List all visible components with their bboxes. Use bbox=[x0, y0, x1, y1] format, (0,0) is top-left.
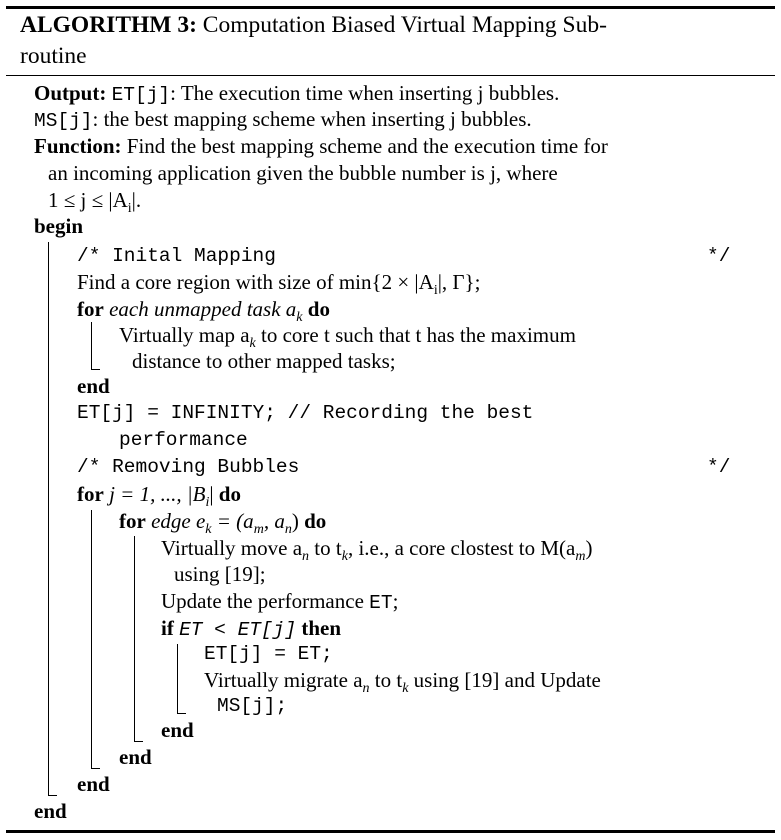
for3-sub-k: k bbox=[205, 522, 212, 538]
for2-keyword: for bbox=[77, 482, 104, 506]
update-code: ET bbox=[369, 592, 393, 614]
for3-close: ) bbox=[291, 509, 299, 533]
end-for3: end bbox=[119, 745, 152, 769]
for-edge bbox=[119, 508, 327, 538]
output-text-et: : The execution time when inserting j bubbles. bbox=[170, 81, 560, 105]
function-tail: |. bbox=[131, 188, 142, 212]
function-text-1: Find the best mapping scheme and the execution time for bbox=[126, 134, 608, 158]
block-bar-begin bbox=[48, 242, 49, 796]
end-if: end bbox=[161, 718, 194, 742]
for-unmapped-task bbox=[77, 296, 330, 326]
begin-keyword: begin bbox=[34, 214, 84, 238]
mv1-tail: , i.e., a core clostest to M(a bbox=[347, 536, 576, 560]
end-for1: end bbox=[77, 374, 110, 398]
comment-end-1: */ bbox=[707, 245, 731, 267]
mv1-sub-n: n bbox=[302, 549, 310, 565]
comment-removing-bubbles: /* Removing Bubbles bbox=[77, 456, 300, 478]
mig1-tail: using [19] and Update bbox=[408, 668, 601, 692]
algorithm-title-cont: routine bbox=[20, 43, 87, 69]
algorithm-label: ALGORITHM 3: bbox=[20, 12, 197, 38]
block-bar-for1 bbox=[91, 322, 92, 370]
if-keyword: if bbox=[161, 616, 174, 640]
update-performance bbox=[161, 588, 398, 616]
bottom-rule bbox=[6, 830, 775, 833]
top-rule bbox=[6, 6, 775, 9]
function-text-3: 1 ≤ j ≤ |A bbox=[48, 188, 128, 212]
function-line-2: an incoming application given the bubble number is j, where bbox=[48, 161, 558, 185]
for3-sub-n: n bbox=[284, 522, 292, 538]
for3-condition: edge e bbox=[151, 509, 206, 533]
block-bar-for3 bbox=[134, 536, 135, 742]
block-tick-for2 bbox=[91, 768, 100, 769]
if-expression: ET < ET[j] bbox=[179, 619, 297, 641]
mig1-text: Virtually migrate a bbox=[204, 668, 363, 692]
comment-initial-mapping: /* Inital Mapping bbox=[77, 245, 276, 267]
output-line-2 bbox=[34, 106, 532, 134]
block-tick-for3 bbox=[134, 741, 143, 742]
function-line-1 bbox=[34, 133, 608, 159]
for2-condition: j = 1, ..., |B bbox=[109, 482, 206, 506]
block-tick-if bbox=[177, 713, 186, 714]
title-rule bbox=[6, 75, 775, 76]
block-bar-if bbox=[177, 644, 178, 714]
function-sub: i bbox=[127, 201, 132, 217]
virtually-move-line-1 bbox=[161, 535, 593, 565]
mig1-sub-n: n bbox=[362, 681, 370, 697]
algorithm-title-text: Computation Biased Virtual Mapping Sub- bbox=[202, 12, 607, 38]
then-keyword: then bbox=[301, 616, 342, 640]
output-line-1 bbox=[34, 80, 559, 108]
vm1-tail: to core t such that t has the maximum bbox=[255, 323, 576, 347]
function-keyword: Function: bbox=[34, 134, 122, 158]
output-keyword: Output: bbox=[34, 81, 107, 105]
et-infinity-line-1: ET[j] = INFINITY; // Recording the best bbox=[77, 402, 534, 424]
for3-mid: , a bbox=[263, 509, 285, 533]
output-text-ms: : the best mapping scheme when inserting j bubbles. bbox=[92, 107, 532, 131]
for2-do: do bbox=[218, 482, 241, 506]
find-text: Find a core region with size of min{2 × |A bbox=[77, 270, 434, 294]
et-infinity-line-2: performance bbox=[119, 429, 248, 451]
mv1-text: Virtually move a bbox=[161, 536, 303, 560]
for3-do: do bbox=[304, 509, 327, 533]
comment-end-2: */ bbox=[707, 456, 731, 478]
if-condition bbox=[161, 615, 341, 643]
for3-keyword: for bbox=[119, 509, 146, 533]
update-end: ; bbox=[392, 589, 399, 613]
for-keyword: for bbox=[77, 297, 104, 321]
mv1-sub-m: m bbox=[575, 549, 586, 565]
virtually-migrate-line-2: MS[j]; bbox=[217, 695, 288, 717]
mig1-sub-k: k bbox=[402, 681, 409, 697]
output-code-ms: MS[j] bbox=[34, 110, 93, 132]
vm1-sub: k bbox=[249, 336, 256, 352]
for2-sub: i bbox=[205, 495, 210, 511]
for3-sub-m: m bbox=[253, 522, 264, 538]
for3-tail: = (a bbox=[211, 509, 254, 533]
end-main: end bbox=[34, 799, 67, 823]
mig1-mid: to t bbox=[369, 668, 403, 692]
output-code-et: ET[j] bbox=[111, 84, 171, 106]
find-core-region bbox=[77, 269, 481, 299]
virtually-map-line-1 bbox=[119, 322, 576, 352]
vm1-text: Virtually map a bbox=[119, 323, 250, 347]
update-text: Update the performance bbox=[161, 589, 370, 613]
end-for2: end bbox=[77, 772, 110, 796]
block-bar-for2 bbox=[91, 510, 92, 769]
block-tick-for1 bbox=[91, 369, 100, 370]
for-bubbles bbox=[77, 481, 241, 511]
virtually-move-line-2: using [19]; bbox=[174, 562, 266, 586]
do-keyword: do bbox=[307, 297, 330, 321]
mv1-mid: to t bbox=[309, 536, 342, 560]
find-tail: |, Γ}; bbox=[437, 270, 481, 294]
mv1-sub-k: k bbox=[341, 549, 348, 565]
function-line-3 bbox=[48, 187, 142, 217]
for1-condition: each unmapped task a bbox=[109, 297, 297, 321]
block-tick-begin bbox=[48, 795, 57, 796]
for2-tail: | bbox=[209, 482, 214, 506]
mv1-end: ) bbox=[585, 536, 593, 560]
algorithm-title bbox=[20, 11, 607, 39]
virtually-map-line-2: distance to other mapped tasks; bbox=[132, 349, 396, 373]
for1-sub: k bbox=[296, 310, 303, 326]
assign-et: ET[j] = ET; bbox=[204, 643, 333, 665]
find-sub: i bbox=[433, 283, 438, 299]
virtually-migrate-line-1 bbox=[204, 667, 601, 697]
